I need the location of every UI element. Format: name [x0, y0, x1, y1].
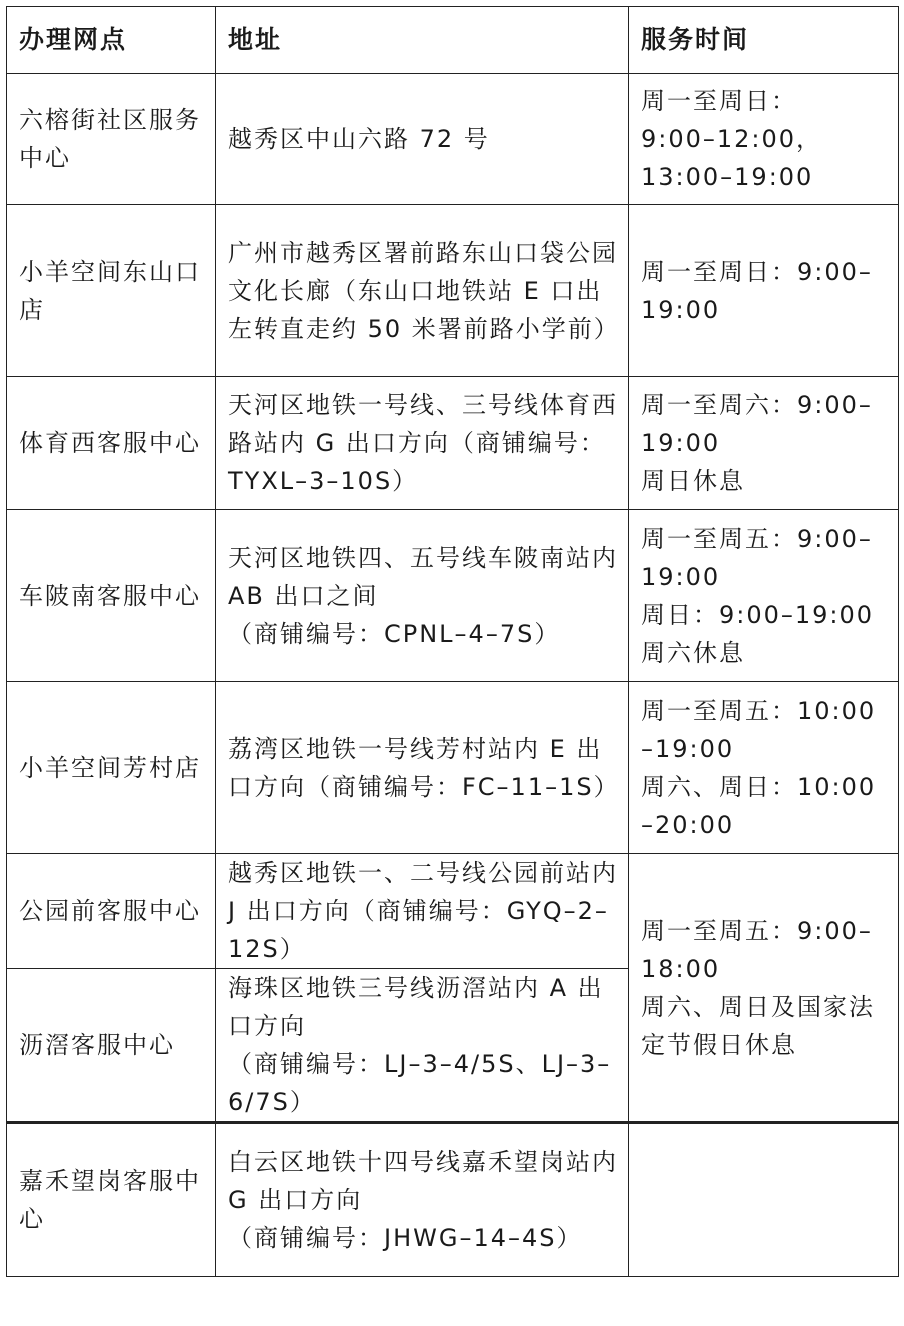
branch-address [216, 510, 629, 682]
table-row [7, 377, 899, 510]
branch-name: 小羊空间芳村店 [7, 682, 216, 854]
branch-name: 体育西客服中心 [7, 377, 216, 510]
branch-name: 公园前客服中心 [7, 854, 216, 969]
hours-line: 周六、周日及国家法定节假日休息 [641, 992, 875, 1059]
service-points-table [6, 6, 899, 1277]
address-line: 天河区地铁一号线、三号线体育西路站内 G 出口方向（商铺编号：TYXL–3–10S） [228, 391, 618, 495]
hours-line: 周一至周五：10:00–19:00 [641, 696, 877, 763]
branch-address [216, 205, 629, 377]
address-line: 白云区地铁十四号线嘉禾望岗站内 G 出口方向 [228, 1148, 618, 1214]
branch-address [216, 854, 629, 969]
table-header-row [7, 7, 899, 74]
address-line: 越秀区中山六路 72 号 [228, 125, 490, 153]
hours-line: 9:00–12:00， [641, 125, 823, 153]
hours-line: 周一至周日：9:00–19:00 [641, 257, 873, 324]
address-line: 越秀区地铁一、二号线公园前站内 J 出口方向（商铺编号：GYQ–2–12S） [228, 859, 618, 963]
hours-line: 周一至周五：9:00–18:00 [641, 916, 873, 983]
branch-name: 小羊空间东山口店 [7, 205, 216, 377]
service-hours [629, 377, 899, 510]
header-address: 地址 [216, 7, 629, 74]
header-hours: 服务时间 [629, 7, 899, 74]
branch-name: 沥滘客服中心 [7, 969, 216, 1123]
service-hours [629, 510, 899, 682]
address-line: 天河区地铁四、五号线车陂南站内 AB 出口之间 [228, 543, 618, 610]
branch-address [216, 1123, 629, 1277]
address-line: 荔湾区地铁一号线芳村站内 E 出口方向（商铺编号：FC–11–1S） [228, 734, 620, 801]
hours-line: 周日：9:00–19:00 [641, 600, 875, 629]
table-row [7, 74, 899, 205]
hours-line: 周日休息 [641, 467, 745, 495]
service-hours-empty [629, 1123, 899, 1277]
service-hours [629, 854, 899, 1123]
branch-name: 六榕街社区服务中心 [7, 74, 216, 205]
branch-name: 车陂南客服中心 [7, 510, 216, 682]
address-line: （商铺编号：LJ–3–4/5S、LJ–3–6/7S） [228, 1050, 612, 1116]
address-line: 广州市越秀区署前路东山口袋公园文化长廊（东山口地铁站 E 口出左转直走约 50 米署前路小学前） [228, 238, 620, 343]
branch-name: 嘉禾望岗客服中心 [7, 1123, 216, 1277]
table-row [7, 682, 899, 854]
table-row [7, 854, 899, 969]
branch-address [216, 377, 629, 510]
hours-line: 13:00–19:00 [641, 163, 814, 191]
service-hours [629, 205, 899, 377]
branch-address [216, 74, 629, 205]
hours-line: 周六休息 [641, 638, 745, 667]
service-hours [629, 74, 899, 205]
hours-line: 周六、周日：10:00–20:00 [641, 772, 877, 839]
hours-line: 周一至周六：9:00–19:00 [641, 391, 873, 457]
address-line: （商铺编号：JHWG–14–4S） [228, 1224, 583, 1252]
hours-line: 周一至周五：9:00–19:00 [641, 524, 873, 591]
table-row [7, 510, 899, 682]
service-hours [629, 682, 899, 854]
address-line: （商铺编号：CPNL–4–7S） [228, 619, 561, 648]
table-row [7, 205, 899, 377]
header-branch: 办理网点 [7, 7, 216, 74]
table-row [7, 1123, 899, 1277]
branch-address [216, 682, 629, 854]
address-line: 海珠区地铁三号线沥滘站内 A 出口方向 [228, 974, 604, 1040]
branch-address [216, 969, 629, 1123]
hours-line: 周一至周日： [641, 87, 797, 115]
